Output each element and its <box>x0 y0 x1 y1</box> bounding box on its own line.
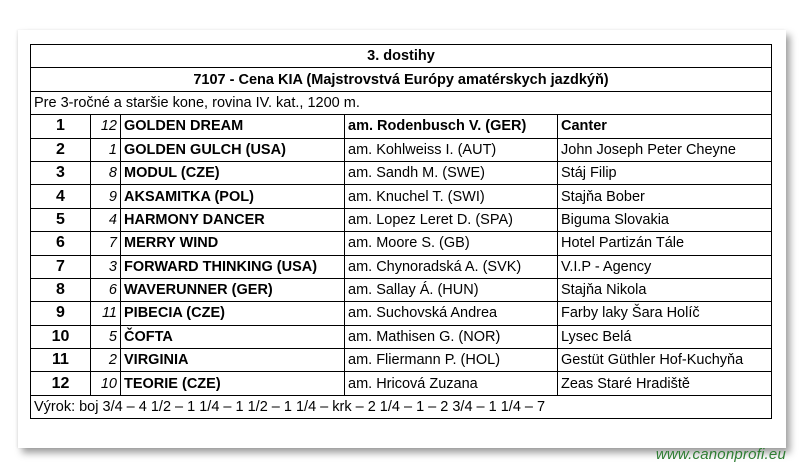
jockey-name: am. Knuchel T. (SWI) <box>345 185 558 208</box>
result-row <box>31 349 772 372</box>
horse-name: MODUL (CZE) <box>121 161 345 184</box>
horse-name: GOLDEN DREAM <box>121 115 345 138</box>
watermark: www.canonprofi.eu <box>655 446 786 463</box>
owner-name: Stajňa Nikola <box>558 278 772 301</box>
jockey-name: am. Lopez Leret D. (SPA) <box>345 208 558 231</box>
result-row <box>31 302 772 325</box>
start-number: 12 <box>91 115 121 138</box>
jockey-name: am. Kohlweiss I. (AUT) <box>345 138 558 161</box>
start-number: 2 <box>91 349 121 372</box>
jockey-name: am. Sallay Á. (HUN) <box>345 278 558 301</box>
owner-name: Farby laky Šara Holíč <box>558 302 772 325</box>
owner-name: Hotel Partizán Tále <box>558 232 772 255</box>
result-row <box>31 115 772 138</box>
finish-position: 9 <box>31 302 91 325</box>
finish-position: 11 <box>31 349 91 372</box>
start-number: 3 <box>91 255 121 278</box>
finish-position: 1 <box>31 115 91 138</box>
result-margins: Výrok: boj 3/4 – 4 1/2 – 1 1/4 – 1 1/2 – 1 1/4 – krk – 2 1/4 – 1 – 2 3/4 – 1 1/4 – 7 <box>31 395 772 418</box>
result-row <box>31 325 772 348</box>
owner-name: John Joseph Peter Cheyne <box>558 138 772 161</box>
finish-position: 10 <box>31 325 91 348</box>
result-row <box>31 372 772 395</box>
jockey-name: am. Fliermann P. (HOL) <box>345 349 558 372</box>
start-number: 9 <box>91 185 121 208</box>
horse-name: WAVERUNNER (GER) <box>121 278 345 301</box>
owner-name: V.I.P - Agency <box>558 255 772 278</box>
horse-name: ČOFTA <box>121 325 345 348</box>
owner-name: Zeas Staré Hradiště <box>558 372 772 395</box>
jockey-name: am. Suchovská Andrea <box>345 302 558 325</box>
result-row <box>31 232 772 255</box>
owner-name: Stáj Filip <box>558 161 772 184</box>
horse-name: MERRY WIND <box>121 232 345 255</box>
horse-name: TEORIE (CZE) <box>121 372 345 395</box>
result-row <box>31 138 772 161</box>
result-row <box>31 255 772 278</box>
jockey-name: am. Hricová Zuzana <box>345 372 558 395</box>
horse-name: FORWARD THINKING (USA) <box>121 255 345 278</box>
finish-position: 8 <box>31 278 91 301</box>
race-subtitle: 7107 - Cena KIA (Majstrovstvá Európy amatérskych jazdkýň) <box>31 68 772 91</box>
owner-name: Gestüt Güthler Hof-Kuchyňa <box>558 349 772 372</box>
results-table <box>30 44 772 419</box>
jockey-name: am. Moore S. (GB) <box>345 232 558 255</box>
jockey-name: am. Mathisen G. (NOR) <box>345 325 558 348</box>
owner-name: Canter <box>558 115 772 138</box>
horse-name: GOLDEN GULCH (USA) <box>121 138 345 161</box>
jockey-name: am. Chynoradská A. (SVK) <box>345 255 558 278</box>
start-number: 4 <box>91 208 121 231</box>
race-title: 3. dostihy <box>31 45 772 68</box>
horse-name: HARMONY DANCER <box>121 208 345 231</box>
finish-position: 4 <box>31 185 91 208</box>
result-row <box>31 278 772 301</box>
start-number: 5 <box>91 325 121 348</box>
jockey-name: am. Sandh M. (SWE) <box>345 161 558 184</box>
owner-name: Stajňa Bober <box>558 185 772 208</box>
finish-position: 7 <box>31 255 91 278</box>
finish-position: 6 <box>31 232 91 255</box>
start-number: 1 <box>91 138 121 161</box>
start-number: 8 <box>91 161 121 184</box>
finish-position: 12 <box>31 372 91 395</box>
result-row <box>31 208 772 231</box>
horse-name: AKSAMITKA (POL) <box>121 185 345 208</box>
finish-position: 2 <box>31 138 91 161</box>
finish-position: 3 <box>31 161 91 184</box>
start-number: 6 <box>91 278 121 301</box>
start-number: 7 <box>91 232 121 255</box>
horse-name: PIBECIA (CZE) <box>121 302 345 325</box>
owner-name: Biguma Slovakia <box>558 208 772 231</box>
horse-name: VIRGINIA <box>121 349 345 372</box>
start-number: 11 <box>91 302 121 325</box>
jockey-name: am. Rodenbusch V. (GER) <box>345 115 558 138</box>
race-conditions: Pre 3-ročné a staršie kone, rovina IV. kat., 1200 m. <box>31 91 772 114</box>
result-row <box>31 161 772 184</box>
start-number: 10 <box>91 372 121 395</box>
owner-name: Lysec Belá <box>558 325 772 348</box>
finish-position: 5 <box>31 208 91 231</box>
result-row <box>31 185 772 208</box>
